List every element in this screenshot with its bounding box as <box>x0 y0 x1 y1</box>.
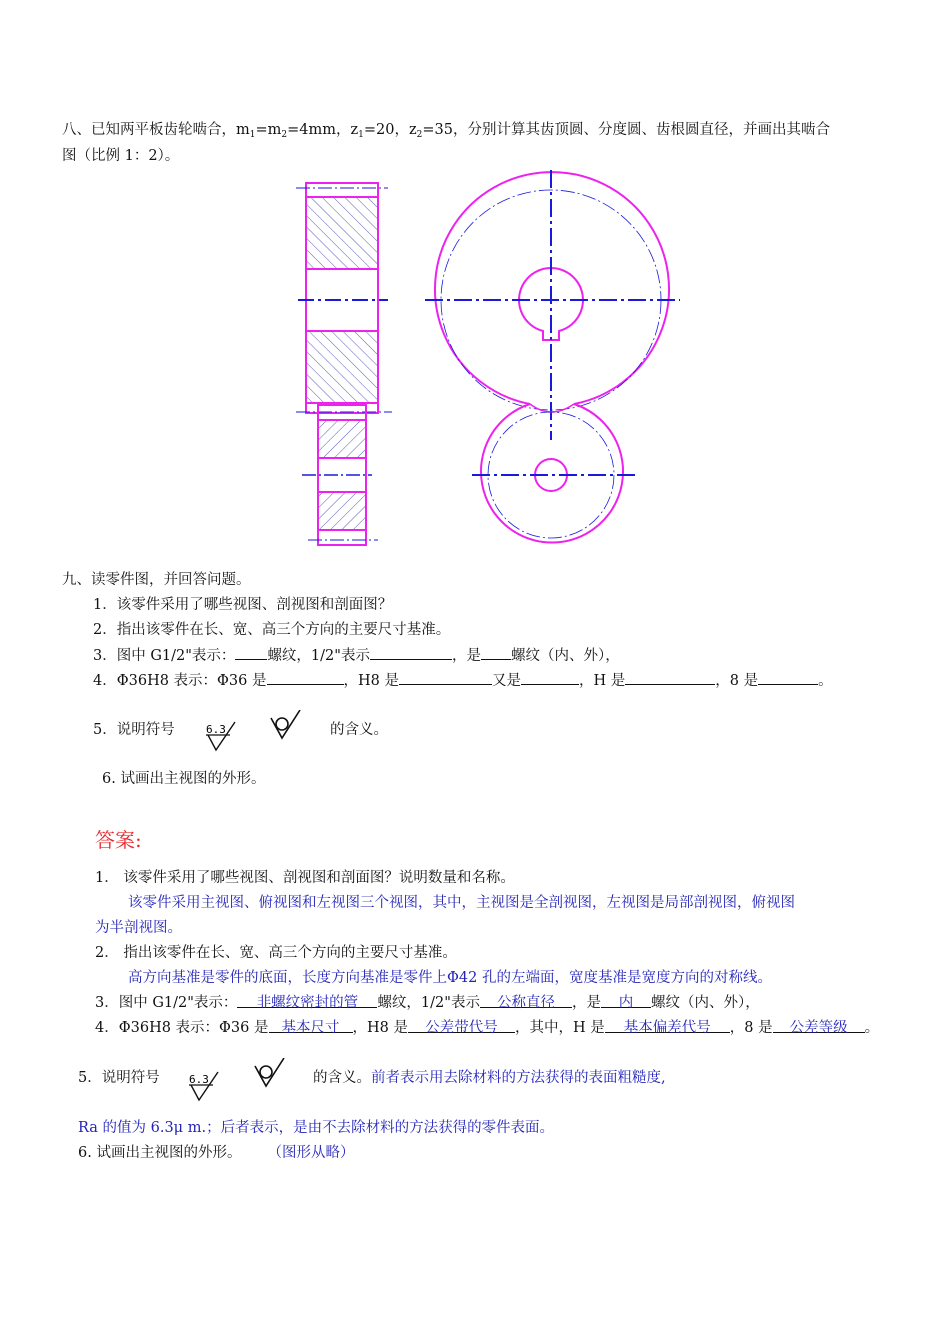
q9-item4-text-c: 又是 <box>491 673 521 689</box>
answer-a3 <box>95 991 760 1012</box>
answer-a4-text-b: ，H8 是 <box>352 1020 408 1036</box>
answer-a2: 高方向基准是零件的底面，长度方向基准是零件上Φ42 孔的左端面，宽度基准是宽度方向的对称线。 <box>128 970 772 986</box>
q9-item3-text-b: 螺纹，1/2"表示 <box>267 648 370 664</box>
q9-title: 九、读零件图，并回答问题。 <box>62 572 251 588</box>
answer-a4-text-d: ，8 是 <box>729 1020 773 1036</box>
small-gear-section <box>302 405 378 545</box>
answer-fill: 基本尺寸 <box>269 1016 353 1033</box>
blank-field <box>758 668 818 685</box>
answer-q5-suffix <box>313 1066 666 1087</box>
q9-item6: 6. 试画出主视图的外形。 <box>102 771 266 787</box>
answer-a4-text-a: 4．Φ36H8 表示：Φ36 是 <box>95 1020 269 1036</box>
q9-item5-suffix: 的含义。 <box>330 722 388 738</box>
answer-a3-text-c: ，是 <box>571 995 601 1011</box>
answer-a3-text-d: 螺纹（内、外）， <box>650 995 760 1011</box>
blank-field <box>235 643 267 660</box>
roughness-no-removal-icon <box>268 710 304 746</box>
answer-a5-ans-1: 前者表示用去除材料的方法获得的表面粗糙度, <box>371 1070 666 1086</box>
gear-meshing-drawing <box>290 160 700 550</box>
q9-item3-text-a: 3．图中 G1/2"表示： <box>93 648 236 664</box>
answer-title: 答案: <box>95 828 142 852</box>
answer-a4-text-e: 。 <box>864 1020 880 1036</box>
q8-sub-2: 2 <box>281 130 288 140</box>
answer-a6-ans: （图形从略） <box>267 1145 355 1161</box>
blank-field <box>370 643 452 660</box>
answer-a1-line1: 该零件采用主视图、俯视图和左视图三个视图，其中，主视图是全剖视图，左视图是局部剖视图，俯视图 <box>128 895 795 911</box>
blank-field <box>481 643 511 660</box>
q9-item3-text-d: 螺纹（内、外）， <box>510 648 620 664</box>
answer-q1: 1． 该零件采用了哪些视图、剖视图和剖面图？说明数量和名称。 <box>95 870 515 886</box>
q8-line2: 图（比例 1：2）。 <box>62 148 180 164</box>
blank-field <box>267 668 344 685</box>
answer-fill: 内 <box>601 991 651 1008</box>
answer-fill: 公差带代号 <box>408 1016 515 1033</box>
roughness-removal-icon <box>204 714 244 754</box>
answer-q5-label: 5．说明符号 <box>78 1070 160 1086</box>
answer-a5-text-b: 的含义。 <box>313 1070 371 1086</box>
q9-item4-text-f: 。 <box>818 673 833 689</box>
large-gear-front <box>425 170 680 440</box>
q8-text-d: =35，分别计算其齿顶圆、分度圆、齿根圆直径，并画出其啮合 <box>422 122 830 138</box>
q8-line1 <box>62 118 830 140</box>
roughness-value: 6.3 <box>189 1073 209 1086</box>
q9-item3-text-c: ，是 <box>451 648 481 664</box>
q9-item4-text-b: ，H8 是 <box>343 673 399 689</box>
q8-sub-4: 2 <box>416 130 423 140</box>
answer-fill: 公称直径 <box>480 991 572 1008</box>
q8-text-eq: =m <box>255 122 282 138</box>
answer-fill: 基本偏差代号 <box>605 1016 730 1033</box>
answer-fill: 非螺纹密封的管 <box>237 991 377 1008</box>
q9-item4-text-a: 4．Φ36H8 表示：Φ36 是 <box>93 673 267 689</box>
roughness-no-removal-icon-answer <box>252 1058 288 1094</box>
q9-item5-label: 5．说明符号 <box>93 722 175 738</box>
q8-text-b: =4mm，z <box>287 122 359 138</box>
q8-sub-1: 1 <box>249 130 256 140</box>
q8-text-c: =20，z <box>363 122 417 138</box>
answer-a4 <box>95 1016 879 1037</box>
answer-a6-text: 6. 试画出主视图的外形。 <box>78 1145 242 1161</box>
answer-a3-text-a: 3．图中 G1/2"表示： <box>95 995 238 1011</box>
q9-item1: 1．该零件采用了哪些视图、剖视图和剖面图？ <box>93 597 393 613</box>
blank-field <box>521 668 579 685</box>
small-gear-front <box>472 404 635 543</box>
answer-a3-text-b: 螺纹，1/2"表示 <box>377 995 480 1011</box>
large-gear-section <box>296 183 392 413</box>
blank-field <box>625 668 715 685</box>
roughness-removal-icon-answer <box>187 1064 227 1104</box>
answer-a4-text-c: ，其中，H 是 <box>514 1020 605 1036</box>
answer-q6 <box>78 1141 354 1162</box>
answer-a5-line2: Ra 的值为 6.3μ m.；后者表示，是由不去除材料的方法获得的零件表面。 <box>78 1120 555 1136</box>
q8-text-a: 八、已知两平板齿轮啮合，m <box>62 122 250 138</box>
answer-fill: 公差等级 <box>773 1016 865 1033</box>
q9-item2: 2．指出该零件在长、宽、高三个方向的主要尺寸基准。 <box>93 622 451 638</box>
q9-item3 <box>93 643 620 665</box>
blank-field <box>399 668 492 685</box>
answer-q2: 2． 指出该零件在长、宽、高三个方向的主要尺寸基准。 <box>95 945 457 961</box>
q8-sub-3: 1 <box>358 130 364 140</box>
q9-item4 <box>93 668 833 690</box>
roughness-value: 6.3 <box>206 723 226 736</box>
q9-item4-text-e: ，8 是 <box>715 673 759 689</box>
q9-item4-text-d: ，H 是 <box>578 673 626 689</box>
answer-a1-line2: 为半剖视图。 <box>95 920 182 936</box>
